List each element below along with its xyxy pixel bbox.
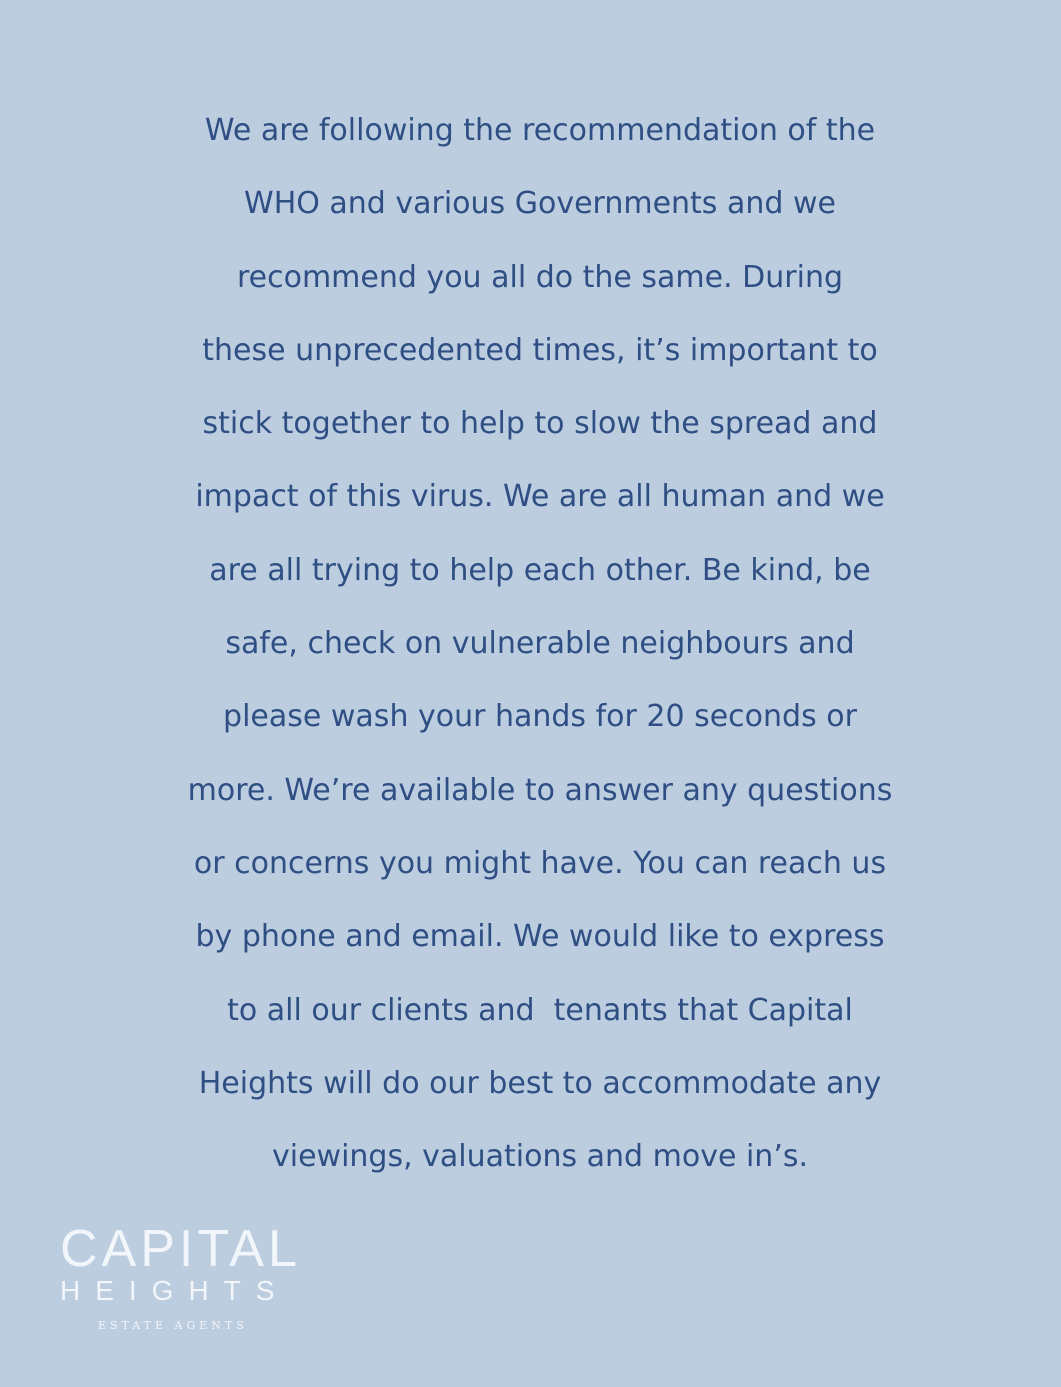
notice-line: We are following the recommendation of the	[204, 113, 876, 148]
notice-line: safe, check on vulnerable neighbours and	[225, 626, 855, 662]
capital-heights-logo	[60, 1222, 300, 1334]
notice-line: or concerns you might have. You can reach us	[193, 845, 887, 881]
notice-line: please wash your hands for 20 seconds or	[223, 699, 857, 735]
logo-tagline: ESTATE AGENTS	[98, 1319, 248, 1332]
notice-line: recommend you all do the same. During	[236, 259, 844, 295]
notice-line: more. We’re available to answer any questions	[187, 772, 893, 808]
notice-line: viewings, valuations and move in’s.	[271, 1139, 809, 1175]
notice-line: by phone and email. We would like to express	[195, 919, 885, 955]
covid-notice	[100, 94, 980, 1193]
notice-line: stick together to help to slow the spread and	[202, 406, 878, 442]
logo-name-heights: HEIGHTS	[60, 1275, 290, 1306]
notice-line: WHO and various Governments and we	[244, 186, 836, 222]
notice-line: Heights will do our best to accommodate any	[198, 1065, 882, 1101]
notice-line: impact of this virus. We are all human and we	[195, 479, 885, 515]
notice-line: to all our clients and tenants that Capital	[227, 992, 853, 1028]
notice-line: are all trying to help each other. Be kind, be	[209, 552, 871, 588]
logo-name-capital: CAPITAL	[60, 1220, 301, 1278]
notice-line: these unprecedented times, it’s important to	[202, 332, 878, 368]
